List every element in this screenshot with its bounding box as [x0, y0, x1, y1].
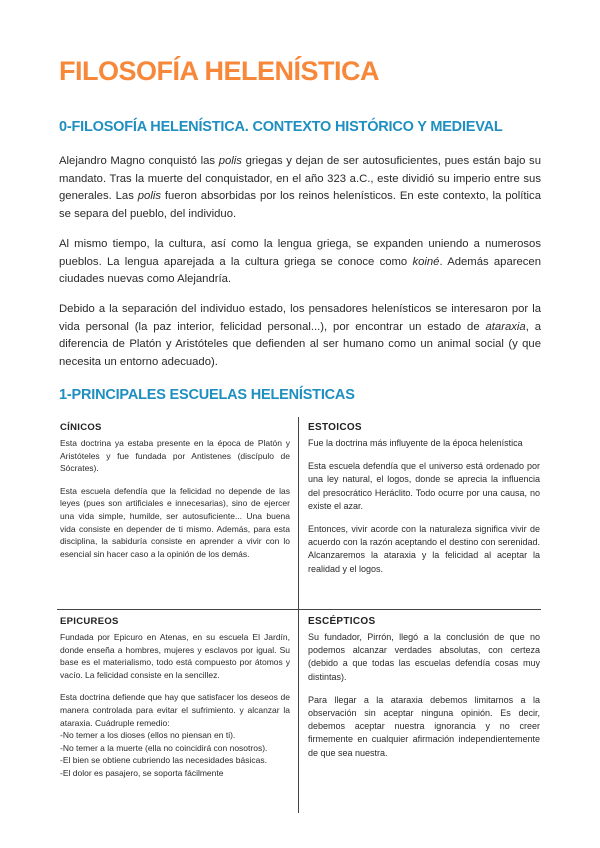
escepticos-paragraph-2: Para llegar a la ataraxia debemos limitarnos a la observación sin aceptar ninguna opinión. Es decir, debemos aceptar nuestra ignorancia y no creer firmemente en cualquier afirmación independientemente de que sea nuestra.: [308, 694, 540, 758]
list-item: -No temer a la muerte (ella no coincidirá con nosotros).: [60, 742, 268, 753]
estoicos-cell: [308, 422, 540, 586]
grid-horizontal-divider: [57, 609, 541, 610]
schools-grid: [57, 417, 541, 813]
section-1-heading: 1-PRINCIPALES ESCUELAS HELENÍSTICAS: [59, 387, 355, 403]
cinicos-cell: [60, 422, 290, 570]
estoicos-title: ESTOICOS: [308, 422, 362, 433]
grid-vertical-divider: [298, 417, 299, 813]
context-paragraph-1: Alejandro Magno conquistó las polis griegas y dejan de ser autosuficientes, pues están bajo su mandato. Tras la muerte del conquistador, en el año 323 a.C., este dividió su imperio entre sus generales. Las polis fueron absorbidas por los reinos helenísticos. En este contexto, la política se separa del pueblo, del individuo.: [59, 155, 541, 220]
cinicos-paragraph-1: Esta doctrina ya estaba presente en la época de Platón y Aristóteles y fue fundada por Antistenes (discípulo de Sócrates).: [60, 438, 290, 474]
escepticos-cell: [308, 616, 540, 770]
estoicos-paragraph-2: Esta escuela defendía que el universo está ordenado por una ley natural, el logos, donde se aprecia la influencia del presocrático Heráclito. Todo ocurre por una causa, no existe el azar.: [308, 461, 540, 511]
list-item: -El dolor es pasajero, se soporta fácilmente: [60, 767, 224, 778]
list-item: -El bien se obtiene cubriendo las necesidades básicas.: [60, 755, 267, 766]
section-0-heading: 0-FILOSOFÍA HELENÍSTICA. CONTEXTO HISTÓRICO Y MEDIEVAL: [59, 119, 503, 135]
cuadruple-remedio-list: [60, 729, 290, 779]
cinicos-title: CÍNICOS: [60, 422, 102, 433]
cinicos-paragraph-2: Esta escuela defendía que la felicidad no depende de las leyes (pues son artificiales e innecesarias), sino de ejercer una vida simple, humilde, ser autosuficiente... Una buena vida consiste en depender de ti mismo. Además, para esta disciplina, la sabiduría consiste en aprender a vivir con lo esencial sin hacer caso a la opinión de los demás.: [60, 485, 290, 559]
escepticos-title: ESCÉPTICOS: [308, 616, 376, 627]
context-paragraph-3: Debido a la separación del individuo estado, los pensadores helenísticos se interesaron por la vida personal (la paz interior, felicidad personal...), por encontrar un estado de ataraxia, a diferencia de Platón y Aristóteles que defienden al ser humano como un animal social (y que necesita un entorno adecuado).: [59, 303, 541, 368]
context-paragraph-2: Al mismo tiempo, la cultura, así como la lengua griega, se expanden uniendo a numerosos pueblos. La lengua aparejada a la cultura griega se conoce como koiné. Además aparecen ciudades nuevas como Alejandría.: [59, 238, 541, 286]
escepticos-paragraph-1: Su fundador, Pirrón, llegó a la conclusión de que no podemos alcanzar verdades absolutas, con certeza (debido a que todas las escuelas defendía cosas muy distintas).: [308, 632, 540, 682]
epicureos-cell: [60, 616, 290, 780]
epicureos-paragraph-1: Fundada por Epicuro en Atenas, en su escuela El Jardín, donde enseña a hombres, mujeres y esclavos por igual. Su base es el materialismo, todo está compuesto por átomos y vacío. La felicidad consiste en la sencillez.: [60, 632, 290, 680]
page-title: FILOSOFÍA HELENÍSTICA: [59, 56, 379, 86]
list-item: -No temer a los dioses (ellos no piensan en ti).: [60, 730, 236, 741]
estoicos-paragraph-1: Fue la doctrina más influyente de la época helenística: [308, 438, 523, 448]
epicureos-title: EPICUREOS: [60, 616, 119, 627]
epicureos-paragraph-2: Esta doctrina defiende que hay que satisfacer los deseos de manera controlada para evitar el sufrimiento. y alcanzar la ataraxia. Cuádruple remedio:: [60, 692, 290, 728]
estoicos-paragraph-3: Entonces, vivir acorde con la naturaleza significa vivir de acuerdo con la razón aceptando el destino con serenidad. Alcanzaremos la ataraxia y la felicidad al aceptar la realidad y el logos.: [308, 524, 540, 574]
